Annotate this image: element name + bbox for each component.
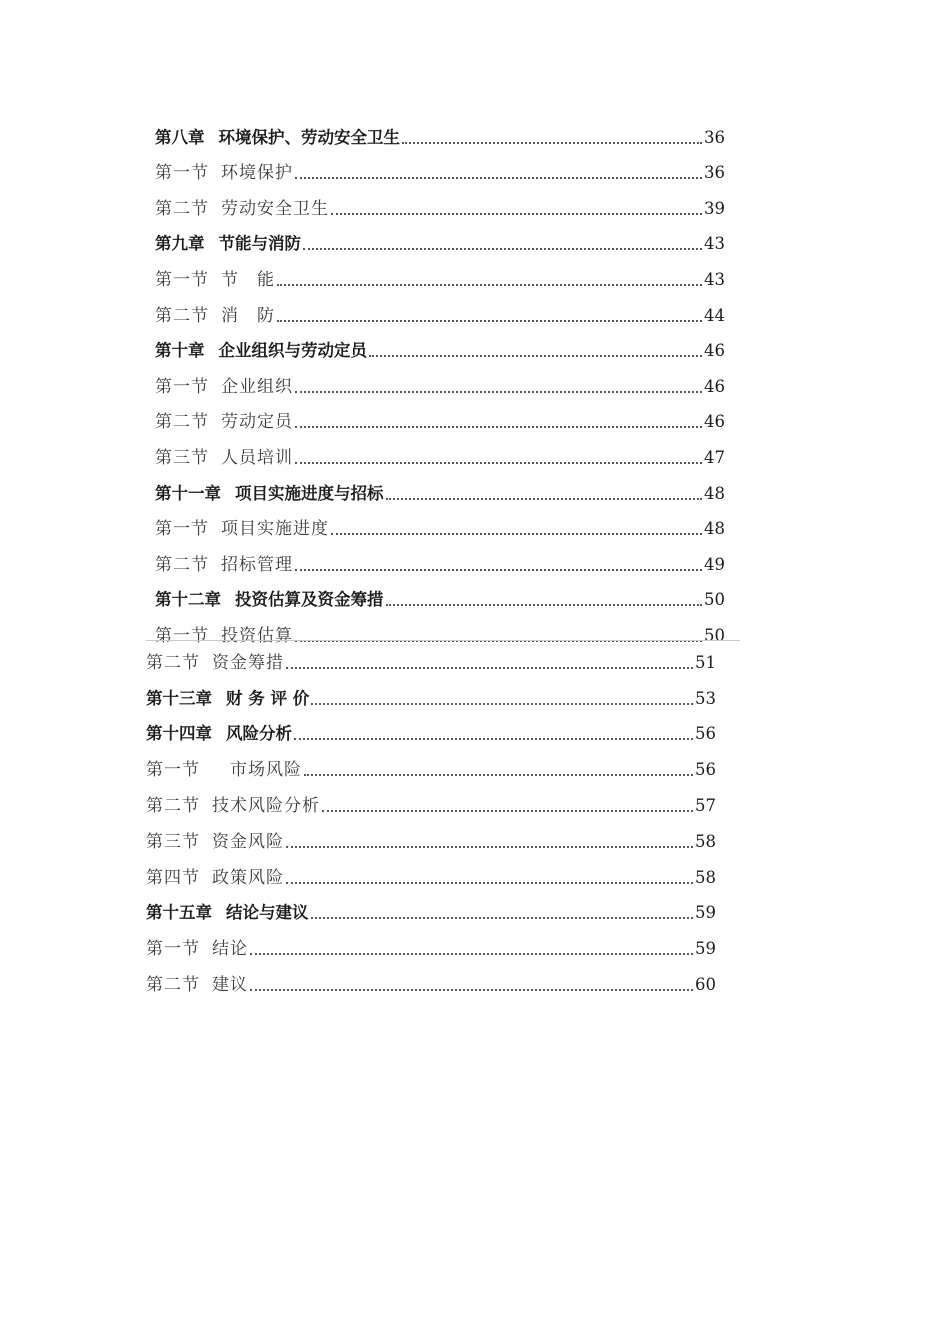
toc-page-number: 50	[704, 625, 725, 645]
toc-entry-title: 劳动定员	[221, 412, 293, 433]
toc-entry-title: 投资估算	[221, 625, 293, 646]
toc-section-entry[interactable]	[146, 856, 716, 892]
toc-entry-title: 企业组织与劳动定员	[218, 341, 367, 361]
toc-entry-title: 财 务 评 价	[226, 688, 310, 708]
dot-leader	[286, 882, 693, 884]
toc-entry-title: 建议	[212, 974, 248, 995]
dot-leader	[286, 667, 693, 669]
toc-entry-title: 环境保护、劳动安全卫生	[218, 127, 400, 147]
toc-entry-title: 市场风险	[212, 760, 302, 781]
toc-page-number: 48	[704, 483, 725, 503]
toc-section-entry[interactable]	[155, 187, 725, 223]
toc-entry-label: 第二节	[146, 795, 200, 816]
toc-chapter-entry[interactable]	[155, 330, 725, 366]
toc-entry-label: 第十二章	[155, 590, 221, 610]
toc-page-number: 57	[695, 795, 716, 815]
toc-entry-title: 项目实施进度	[221, 519, 329, 540]
toc-page-number: 58	[695, 867, 716, 887]
toc-chapter-entry[interactable]	[146, 677, 716, 713]
toc-entry-title: 资金风险	[212, 831, 284, 852]
dot-leader	[294, 738, 693, 740]
toc-section-entry[interactable]	[146, 927, 716, 963]
toc-page-number: 48	[704, 519, 725, 539]
toc-page-number: 51	[695, 652, 716, 672]
toc-entry-title: 项目实施进度与招标	[235, 483, 384, 503]
toc-section-entry[interactable]	[146, 963, 716, 999]
dot-leader	[277, 320, 702, 322]
toc-entry-label: 第二节	[155, 554, 209, 575]
dot-leader	[250, 953, 693, 955]
toc-page-number: 36	[704, 163, 725, 183]
table-of-contents-part-a	[155, 116, 725, 650]
toc-entry-label: 第十三章	[146, 688, 212, 708]
toc-page-number: 59	[695, 903, 716, 923]
toc-entry-title: 消 防	[221, 305, 275, 326]
toc-page-number: 36	[704, 127, 725, 147]
toc-entry-title: 节能与消防	[218, 234, 301, 254]
toc-entry-title: 招标管理	[221, 554, 293, 575]
toc-entry-label: 第二节	[155, 198, 209, 219]
toc-entry-label: 第一节	[155, 376, 209, 397]
toc-entry-label: 第十四章	[146, 724, 212, 744]
toc-chapter-entry[interactable]	[155, 472, 725, 508]
toc-chapter-entry[interactable]	[155, 116, 725, 152]
toc-entry-title: 人员培训	[221, 447, 293, 468]
toc-chapter-entry[interactable]	[146, 892, 716, 928]
dot-leader	[277, 284, 702, 286]
toc-entry-label: 第三节	[155, 447, 209, 468]
toc-section-entry[interactable]	[155, 294, 725, 330]
toc-entry-title: 技术风险分析	[212, 795, 320, 816]
toc-chapter-entry[interactable]	[146, 713, 716, 749]
dot-leader	[295, 569, 702, 571]
toc-entry-label: 第一节	[155, 625, 209, 646]
dot-leader	[286, 846, 693, 848]
dot-leader	[331, 533, 702, 535]
toc-page-number: 60	[695, 974, 716, 994]
toc-chapter-entry[interactable]	[155, 223, 725, 259]
toc-entry-title: 结论	[212, 939, 248, 960]
toc-section-entry[interactable]	[146, 820, 716, 856]
dot-leader	[311, 917, 694, 919]
toc-page-number: 59	[695, 939, 716, 959]
toc-entry-label: 第八章	[155, 127, 205, 147]
dot-leader	[304, 774, 693, 776]
toc-page-number: 46	[704, 376, 725, 396]
toc-page-number: 39	[704, 198, 725, 218]
toc-page-number: 56	[695, 724, 716, 744]
toc-entry-label: 第一节	[155, 163, 209, 184]
toc-section-entry[interactable]	[146, 784, 716, 820]
toc-entry-label: 第三节	[146, 831, 200, 852]
dot-leader	[331, 213, 702, 215]
toc-entry-label: 第一节	[155, 269, 209, 290]
toc-chapter-entry[interactable]	[155, 579, 725, 615]
dot-leader	[250, 989, 693, 991]
toc-entry-label: 第十五章	[146, 903, 212, 923]
toc-entry-label: 第十一章	[155, 483, 221, 503]
toc-entry-title: 风险分析	[226, 724, 292, 744]
toc-section-entry[interactable]	[146, 748, 716, 784]
toc-entry-title: 资金筹措	[212, 652, 284, 673]
dot-leader	[369, 355, 702, 357]
toc-section-entry[interactable]	[155, 543, 725, 579]
toc-entry-label: 第二节	[155, 305, 209, 326]
toc-entry-title: 投资估算及资金筹措	[235, 590, 384, 610]
toc-entry-label: 第二节	[155, 412, 209, 433]
toc-page-number: 56	[695, 760, 716, 780]
toc-entry-label: 第四节	[146, 867, 200, 888]
toc-page-number: 47	[704, 447, 725, 467]
toc-entry-title: 环境保护	[221, 163, 293, 184]
dot-leader	[295, 426, 702, 428]
toc-entry-label: 第十章	[155, 341, 205, 361]
toc-section-entry[interactable]	[155, 258, 725, 294]
toc-page-number: 43	[704, 269, 725, 289]
toc-entry-label: 第一节	[146, 760, 200, 781]
dot-leader	[295, 462, 702, 464]
toc-section-entry[interactable]	[155, 152, 725, 188]
dot-leader	[303, 248, 702, 250]
toc-page-number: 50	[704, 590, 725, 610]
toc-entry-title: 企业组织	[221, 376, 293, 397]
dot-leader	[386, 498, 703, 500]
dot-leader	[386, 604, 703, 606]
toc-section-entry[interactable]	[155, 401, 725, 437]
dot-leader	[295, 391, 702, 393]
dot-leader	[295, 177, 702, 179]
toc-entry-label: 第一节	[146, 939, 200, 960]
toc-entry-label: 第二节	[146, 974, 200, 995]
toc-entry-label: 第一节	[155, 519, 209, 540]
toc-entry-title: 结论与建议	[226, 903, 309, 923]
toc-section-entry[interactable]	[155, 508, 725, 544]
toc-page-number: 58	[695, 831, 716, 851]
toc-page-number: 46	[704, 341, 725, 361]
toc-page-number: 44	[704, 305, 725, 325]
toc-page-number: 46	[704, 412, 725, 432]
toc-section-entry[interactable]	[155, 436, 725, 472]
dot-leader	[322, 810, 693, 812]
toc-entry-title: 政策风险	[212, 867, 284, 888]
dot-leader	[311, 703, 693, 705]
toc-page-number: 53	[695, 688, 716, 708]
toc-entry-title: 节 能	[221, 269, 275, 290]
toc-section-entry[interactable]	[155, 365, 725, 401]
toc-page-number: 49	[704, 554, 725, 574]
toc-section-entry[interactable]	[146, 641, 716, 677]
toc-entry-title: 劳动安全卫生	[221, 198, 329, 219]
toc-entry-label: 第二节	[146, 652, 200, 673]
toc-page-number: 43	[704, 234, 725, 254]
table-of-contents-part-b	[146, 641, 716, 999]
dot-leader	[402, 142, 702, 144]
toc-entry-label: 第九章	[155, 234, 205, 254]
